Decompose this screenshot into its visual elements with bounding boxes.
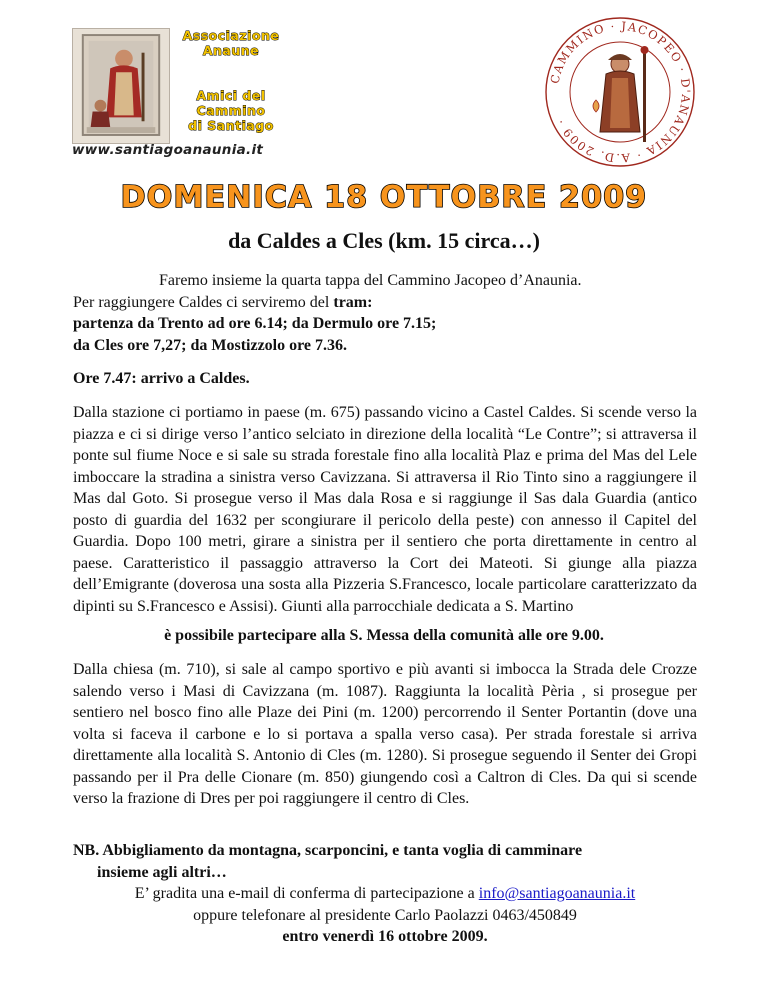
schedule-line-2: da Cles ore 7,27; da Mostizzolo ore 7.36. [73, 336, 348, 354]
schedule-line-1: partenza da Trento ad ore 6.14; da Dermulo ore 7.15; [73, 315, 437, 332]
nb-line-1: NB. Abbigliamento da montagna, scarponcini, e tanta voglia di camminare [73, 842, 583, 859]
association-name [176, 28, 286, 58]
event-date-title: DOMENICA 18 OTTOBRE 2009 [120, 180, 648, 215]
friends-name [176, 88, 286, 133]
friends-line-2: Cammino [196, 103, 266, 118]
nb-email-text: E’ gradita una e-mail di conferma di partecipazione a [134, 885, 479, 902]
route-description-1: Dalla stazione ci portiamo in paese (m. 675) passando vicino a Castel Caldes. Si scende verso la piazza e ci si dirige verso l’antico selciato in direzione della località “Le Contre”; si attraversa il ponte sul fiume Noce e si sale su strada forestale fino alla località Plaz e prima del Mas del Lele imboccare la stradina a sinistra verso Cavizzana. Si attraversa il Rio Tinto sino a raggiungere il Mas dal Goto. Si prosegue verso il Mas dala Rosa e si raggiunge il Sas dala Guardia (antico posto di guardia del 1632 per scongiurare il pericolo della peste) con annesso il Capitel del Guardia. Dopo 100 metri, girare a sinistra per il sentiero che porta direttamente in centro al paese. Caratteristico il passaggio attraverso la Cort dei Mateoti. Si giunge alla piazza dell’Emigrante (doverosa una sosta alla Pizzeria S.Francesco, locale particolare caratterizzato da dipinti su S.Francesco e Assisi). Giunti alla parrocchiale dedicata a S. Martino [73, 404, 697, 615]
arrival-time: Ore 7.47: arrivo a Caldes. [73, 370, 250, 387]
nb-line-2: insieme agli altri… [97, 863, 227, 881]
tram-label: tram: [333, 293, 373, 311]
seal-text: CAMMINO · JACOPEO · D'ANAUNIA · A.D. 2009 · [547, 18, 694, 166]
saint-painting-image [72, 28, 170, 144]
nb-phone-line: oppure telefonare al presidente Carlo Paolazzi 0463/450849 [193, 906, 577, 924]
cammino-seal-logo [540, 12, 700, 172]
nb-deadline-line: entro venerdì 16 ottobre 2009. [282, 928, 488, 945]
route-subtitle: da Caldes a Cles (km. 15 circa…) [228, 228, 540, 253]
pilgrim-seal-icon [540, 12, 700, 172]
friends-line-1: Amici del [196, 88, 266, 103]
saint-painting-icon [73, 29, 169, 143]
route-description-2: Dalla chiesa (m. 710), si sale al campo sportivo e più avanti si imbocca la Strada dele Crozze salendo verso i Masi di Cavizzana (m. 1087). Raggiunta la località Pèria , si prosegue per sentiero nel bosco fino alle Plaze dei Pini (m. 1200) percorrendo il Senter Portantin (dove una volta si faceva il carbone e lo si portava a spalla verso casa). Per strada forestale si arriva direttamente alla località S. Antonio di Cles (m. 1280). Si prosegue seguendo il Senter dei Gropi passando per il Pra delle Cionare (m. 850) giungendo così a Caltron di Cles. Da qui si scende verso la frazione di Dres per poi raggiungere il centro di Cles. [73, 661, 697, 807]
intro-line-2-text: Per raggiungere Caldes ci serviremo del [73, 293, 334, 311]
website-url: www.santiagoanaunia.it [72, 142, 264, 158]
intro-line-1: Faremo insieme la quarta tappa del Cammino Jacopeo d’Anaunia. [159, 272, 582, 289]
association-line-1: Associazione [182, 28, 280, 43]
email-link[interactable]: info@santiagoanaunia.it [478, 885, 636, 902]
intro-block [73, 270, 697, 356]
nb-email-line [73, 883, 697, 905]
friends-line-3: di Santiago [188, 118, 274, 133]
notes-block [73, 840, 697, 948]
intro-line-2 [73, 292, 697, 314]
association-line-2: Anaune [202, 43, 260, 58]
mass-notice: è possibile partecipare alla S. Messa della comunità alle ore 9.00. [164, 627, 604, 644]
